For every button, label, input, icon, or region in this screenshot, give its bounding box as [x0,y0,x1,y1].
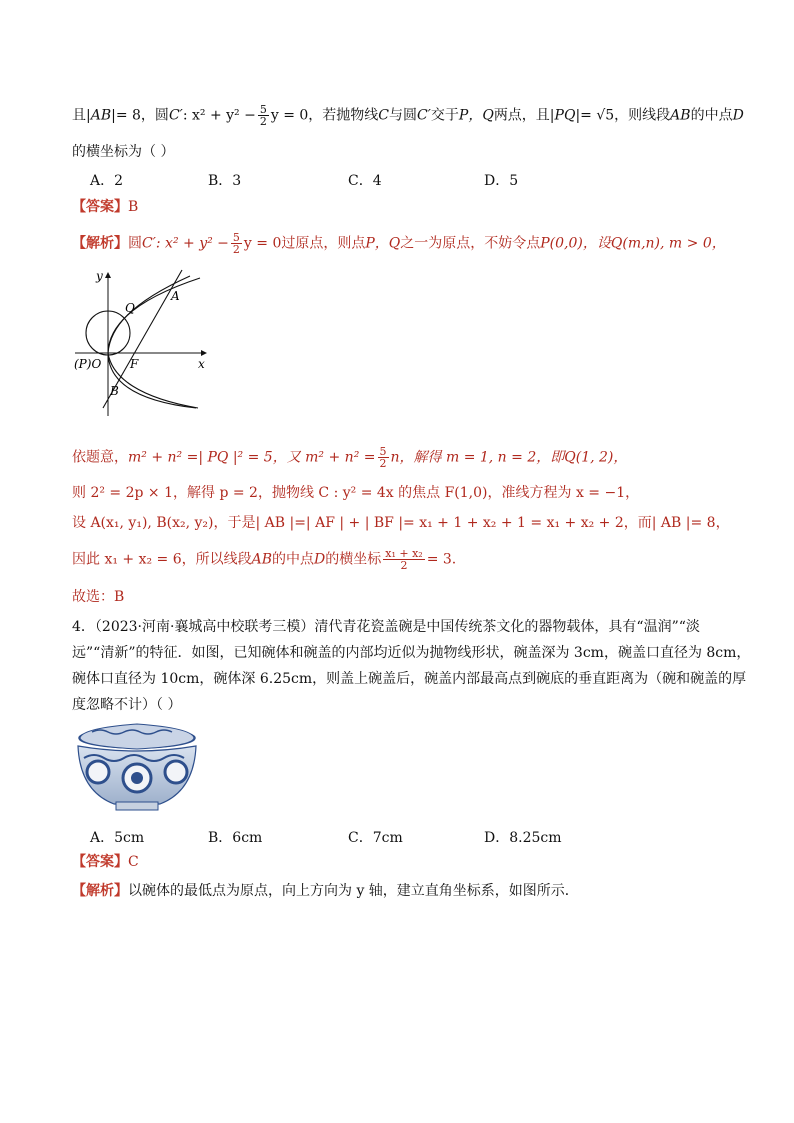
text: D [314,551,326,568]
text: 依题意， [72,449,128,466]
label-a: A [171,289,180,303]
text: 两点，且| [493,107,555,124]
text: y = 0，若抛物线 [270,107,379,124]
text: P，Q [458,107,494,124]
text: y = 0过原点，则点 [243,235,366,252]
p4-line4: 度忽略不计）（ ） [72,697,182,713]
p4-line3: 碗体口直径为 10cm，碗体深 6.25cm，则盖上碗盖后，碗盖内部最高点到碗底的垂直距离为（碗和碗盖的厚 [72,671,747,687]
analysis-text: 以碗体的最低点为原点，向上方向为 y 轴，建立直角坐标系，如图所示． [128,883,579,899]
covered-bowl-image [72,716,202,816]
option-d: D．5 [484,173,519,189]
text: 与圆 [389,107,418,124]
answer-value: C [128,854,139,870]
text: D [732,107,744,124]
option-b: B．3 [208,173,242,189]
option-c: C．4 [348,173,382,189]
text: P，Q [365,235,401,252]
analysis-line-b: 则 2² = 2p × 1，解得 p = 2，抛物线 C : y² = 4x 的焦点 F(1,0)，准线方程为 x = −1， [72,485,640,501]
text: m² + n² =| PQ |² = 5，又 m² + n² = [128,449,376,466]
analysis-tag: 【解析】 [72,883,128,899]
text: 因此 x₁ + x₂ = 6，所以线段 [72,551,252,568]
label-q: Q [125,301,135,315]
label-b: B [110,384,119,398]
text: C′ [417,107,431,124]
analysis-line-d [72,548,456,571]
text: |= √5，则线段 [575,107,671,124]
answer-value: B [128,199,139,215]
conclusion: 故选：B [72,589,125,605]
fraction: $\frac{5}{2}$ [232,231,240,256]
option-b: B．6cm [208,830,263,846]
p3-stem-line2: 的横坐标为（ ） [72,144,175,160]
text: 之一为原点，不妨令点 [400,235,541,252]
label-y: y [96,269,103,283]
text: Q(1, 2)， [564,449,628,466]
text: AB [670,107,691,124]
text: AB [90,107,112,124]
text: 的中点 [272,551,315,568]
p4-line1: 4．（2023·河南·襄城高中校联考三模）清代青花瓷盖碗是中国传统茶文化的器物载体，具有“温润”“淡 [72,619,700,635]
p3-stem-line1 [72,104,744,127]
answer-tag: 【答案】 [72,854,128,870]
text: = 3. [426,551,457,568]
text: 的横坐标 [325,551,382,568]
text: : x² + y² − [182,107,256,124]
p3-analysis-line1 [72,232,726,255]
option-d: D．8.25cm [484,830,562,846]
option-a: A．2 [90,173,124,189]
text: n，解得 m = 1, n = 2，即 [390,449,565,466]
answer-tag: 【答案】 [72,199,128,215]
text: C′ [168,107,183,124]
option-a: A．5cm [90,830,145,846]
text: C′: x² + y² − [142,235,229,252]
label-x: x [198,357,205,371]
fraction: $\frac{5}{2}$ [259,103,267,128]
label-f: F [130,357,139,371]
text: |= 8，圆 [111,107,169,124]
text: AB [251,551,273,568]
p4-answer [72,853,139,871]
text: 的中点 [690,107,733,124]
text: PQ [554,107,576,124]
p4-line2: 远”“清新”的特征．如图，已知碗体和碗盖的内部均近似为抛物线形状，碗盖深为 3cm，碗盖口直径为 8cm， [72,645,751,661]
text: Q(m,n), m > 0， [610,235,726,252]
text: C [378,107,390,124]
fraction: $\frac{5}{2}$ [379,445,387,470]
text: P(0,0)，设 [540,235,611,252]
analysis-line-c: 设 A(x₁, y₁), B(x₂, y₂)，于是| AB |=| AF | + | BF |= x₁ + 1 + x₂ + 1 = x₁ + x₂ + 2，而| AB |= 8， [72,515,730,531]
analysis-tag: 【解析】 [72,235,128,252]
analysis-line-a [72,446,627,469]
parabola-c [108,278,200,408]
fraction: $\frac{\text{x₁ + x₂}}{2}$ [385,547,423,572]
text: 且| [72,107,91,124]
text: 交于 [430,107,459,124]
text: 圆 [128,235,142,252]
parabola-circle-figure [70,268,215,418]
option-c: C．7cm [348,830,403,846]
p3-answer [72,198,138,216]
label-po: (P)O [74,357,102,371]
p4-analysis [72,882,579,900]
